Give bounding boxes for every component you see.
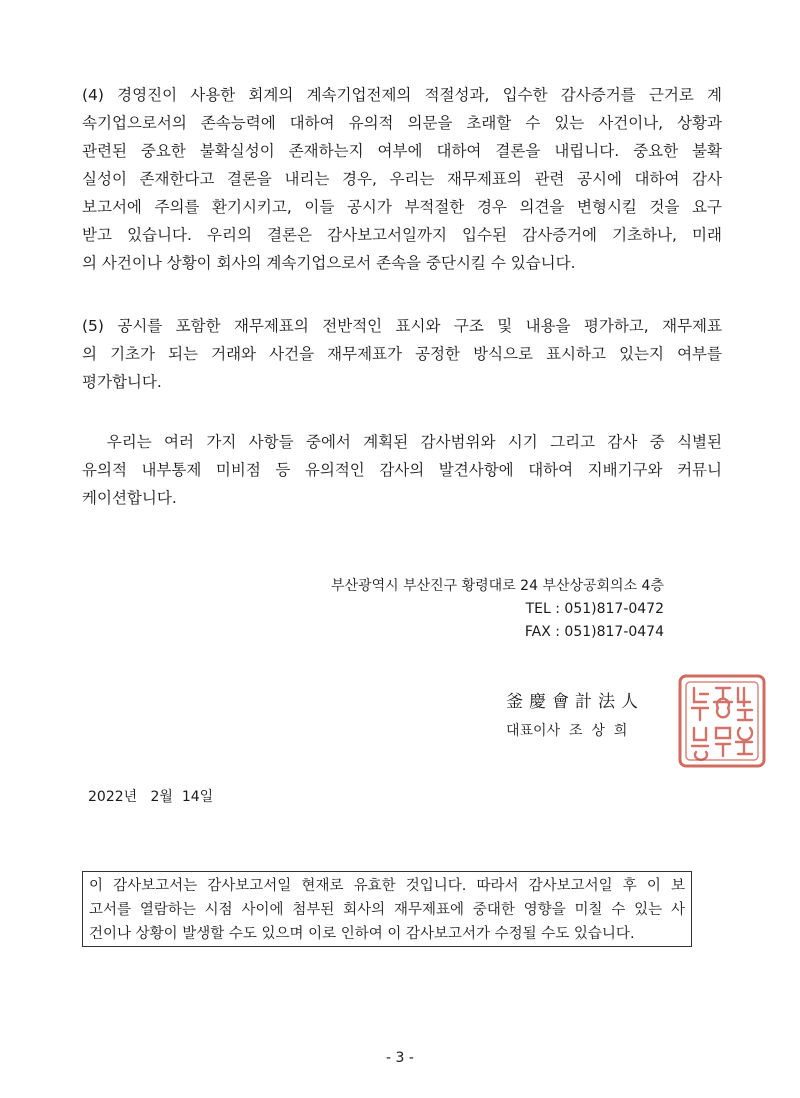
text-line: 평가합니다. xyxy=(82,373,162,391)
text-line: 우리는 여러 가지 사항들 중에서 계획된 감사범위와 시기 그리고 감사 중 식별된 xyxy=(82,433,722,451)
firm-telephone: TEL : 051)817-0472 xyxy=(525,601,664,617)
text-line: 관련된 중요한 불확실성이 존재하는지 여부에 대하여 결론을 내립니다. 중요한 불확 xyxy=(82,142,722,160)
firm-name: 釜慶會計法人 xyxy=(506,692,644,712)
firm-address-block xyxy=(331,575,664,644)
notice-line: 건이나 상황이 발생할 수도 있으며 이로 인하여 이 감사보고서가 수정될 수도 있습니다. xyxy=(89,926,635,942)
ceo-signature-line: 대표이사 조 상 희 xyxy=(506,723,628,739)
notice-line: 이 감사보고서는 감사보고서일 현재로 유효한 것입니다. 따라서 감사보고서일 후 이 보 xyxy=(89,878,685,894)
text-line: 유의적 내부통제 미비점 등 유의적인 감사의 발견사항에 대하여 지배기구와 커뮤니 xyxy=(82,461,722,479)
text-line: 보고서에 주의를 환기시키고, 이들 공시가 부적절한 경우 의견을 변형시킬 것을 요구 xyxy=(82,198,722,216)
firm-fax: FAX : 051)817-0474 xyxy=(524,624,664,640)
page-number: - 3 - xyxy=(386,1050,414,1066)
text-line: (5) 공시를 포함한 재무제표의 전반적인 표시와 구조 및 내용을 평가하고, 재무제표 xyxy=(82,317,722,335)
firm-address: 부산광역시 부산진구 황령대로 24 부산상공회의소 4층 xyxy=(331,578,664,594)
text-line: 실성이 존재한다고 결론을 내리는 경우, 우리는 재무제표의 관련 공시에 대하여 감사 xyxy=(82,170,722,188)
notice-line: 고서를 열람하는 시점 사이에 첨부된 회사의 재무제표에 중대한 영향을 미칠 수 있는 사 xyxy=(89,902,685,918)
text-line: (4) 경영진이 사용한 회계의 계속기업전제의 적절성과, 입수한 감사증거를 근거로 계 xyxy=(82,86,722,104)
firm-seal-stamp xyxy=(676,672,768,770)
text-line: 케이션합니다. xyxy=(82,489,177,507)
text-line: 속기업으로서의 존속능력에 대하여 유의적 의문을 초래할 수 있는 사건이나, 상황과 xyxy=(82,114,722,132)
paragraph-going-concern xyxy=(82,81,722,277)
text-line: 받고 있습니다. 우리의 결론은 감사보고서일까지 입수된 감사증거에 기초하나, 미래 xyxy=(82,226,722,244)
report-date: 2022년 2월 14일 xyxy=(88,789,214,805)
paragraph-overall-presentation xyxy=(82,312,722,396)
text-line: 의 기초가 되는 거래와 사건을 재무제표가 공정한 방식으로 표시하고 있는지 여부를 xyxy=(82,345,722,363)
text-line: 의 사건이나 상황이 회사의 계속기업으로서 존속을 중단시킬 수 있습니다. xyxy=(82,254,576,272)
validity-notice-box xyxy=(82,871,692,947)
paragraph-governance-communication xyxy=(82,428,722,512)
